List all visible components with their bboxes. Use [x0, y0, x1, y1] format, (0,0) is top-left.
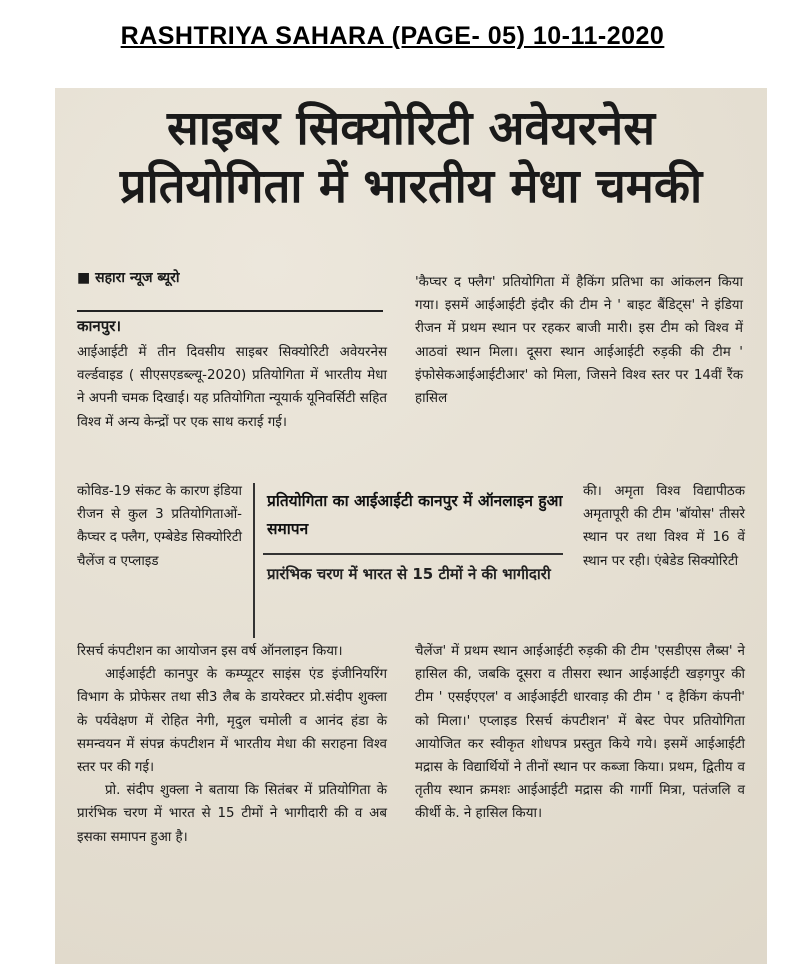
dateline: कानपुर।	[77, 317, 122, 335]
pullquote-main: प्रतियोगिता का आईआईटी कानपुर में ऑनलाइन हुआ समापन	[267, 492, 563, 538]
right-paragraph-1: 'कैप्चर द फ्लैग' प्रतियोगिता में हैकिंग प्रतिभा का आंकलन किया गया। इसमें आईआईटी इंदौर की टीम ने ' बाइट बैंडिट्स' ने इंडिया रीजन में प्रथम स्थान पर रहकर बाजी मारी। इस टीम को विश्व में आठवां स्थान मिला। दूसरा स्थान आईआईटी रुड़की की टीम ' इंफोसेकआईआईटीआर' को मिला, जिसने विश्व स्तर पर 14वीं रैंक हासिल	[415, 275, 743, 407]
article-column-left-top	[77, 341, 387, 434]
headline-line-1: साइबर सिक्योरिटी अवेयरनेस	[167, 101, 655, 156]
article-column-right-mid	[583, 480, 745, 573]
byline: ■ सहारा न्यूज ब्यूरो	[77, 270, 180, 286]
headline-line-2: प्रतियोगिता में भारतीय मेधा चमकी	[119, 159, 703, 214]
right-paragraph-3: चैलेंज' में प्रथम स्थान आईआईटी रुड़की की टीम 'एसडीएस लैब्स' ने हासिल की, जबकि दूसरा व तीसरा स्थान आईआईटी खड़गपुर की टीम ' एसईएएल' व आईआईटी धारवाड़ की टीम ' द हैकिंग कंपनी' को मिला।' एप्लाइड रिसर्च कंपटीशन' में बेस्ट पेपर प्रतियोगिता आयोजित कर स्वीकृत शोधपत्र प्रस्तुत किये गये। इसमें आईआईटी मद्रास के विद्यार्थियों ने तीनों स्थान पर कब्जा किया। प्रथम, द्वितीय व तृतीय स्थान क्रमशः आईआईटी मद्रास की गार्गी मित्रा, पतंजलि व कीर्थी के. ने हासिल किया।	[415, 644, 745, 822]
masthead-title: RASHTRIYA SAHARA (PAGE- 05) 10-11-2020	[120, 22, 665, 50]
byline-divider	[77, 310, 383, 312]
newspaper-clipping	[55, 88, 767, 964]
article-column-left-mid	[77, 480, 242, 573]
paragraph-4: प्रो. संदीप शुक्ला ने बताया कि सितंबर में प्रतियोगिता के प्रारंभिक चरण में भारत से 15 टीमों ने भागीदारी की व अब इसका समापन हुआ है।	[77, 783, 387, 845]
pullquote-box	[253, 483, 575, 638]
paragraph-3: आईआईटी कानपुर के कम्प्यूटर साइंस एंड इंजीनियरिंग विभाग के प्रोफेसर तथा सी3 लैब के डायरेक्टर प्रो.संदीप शुक्ला के पर्यवेक्षण में रोहित नेगी, मृदुल चमोली व आनंद हंडा के समन्वयन में संपन्न कंपटीशन में भारतीय मेधा की सराहना विश्व स्तर पर की गई।	[77, 667, 387, 776]
paragraph-1: आईआईटी में तीन दिवसीय साइबर सिक्योरिटी अवेयरनेस वर्ल्डवाइड ( सीएसएडब्ल्यू-2020) प्रतियोगिता में भारतीय मेधा ने अपनी चमक दिखाई। यह प्रतियोगिता न्यूयार्क यूनिवर्सिटी सहित विश्व में अन्य केन्द्रों पर एक साथ कराई गई।	[77, 345, 387, 430]
paragraph-2b: रिसर्च कंपटीशन का आयोजन इस वर्ष ऑनलाइन किया।	[77, 644, 343, 659]
article-column-right-top	[415, 271, 743, 410]
article-column-right-low	[415, 640, 745, 826]
pullquote-divider	[263, 553, 563, 555]
right-paragraph-2: की। अमृता विश्व विद्यापीठक अमृतापूरी की टीम 'बॉयोस' तीसरे स्थान पर तथा विश्व में 16 वें स्थान पर रही। एंबेडेड सिक्योरिटी	[583, 484, 745, 569]
article-headline	[55, 100, 767, 216]
paragraph-2a: कोविड-19 संकट के कारण इंडिया रीजन से कुल 3 प्रतियोगिताओं- कैप्चर द फ्लैग, एम्बेडेड सिक्योरिटी चैलेंज व एप्लाइड	[77, 484, 242, 569]
pullquote-sub: प्रारंभिक चरण में भारत से 15 टीमों ने की भागीदारी	[267, 565, 551, 583]
article-column-left-low	[77, 640, 387, 849]
